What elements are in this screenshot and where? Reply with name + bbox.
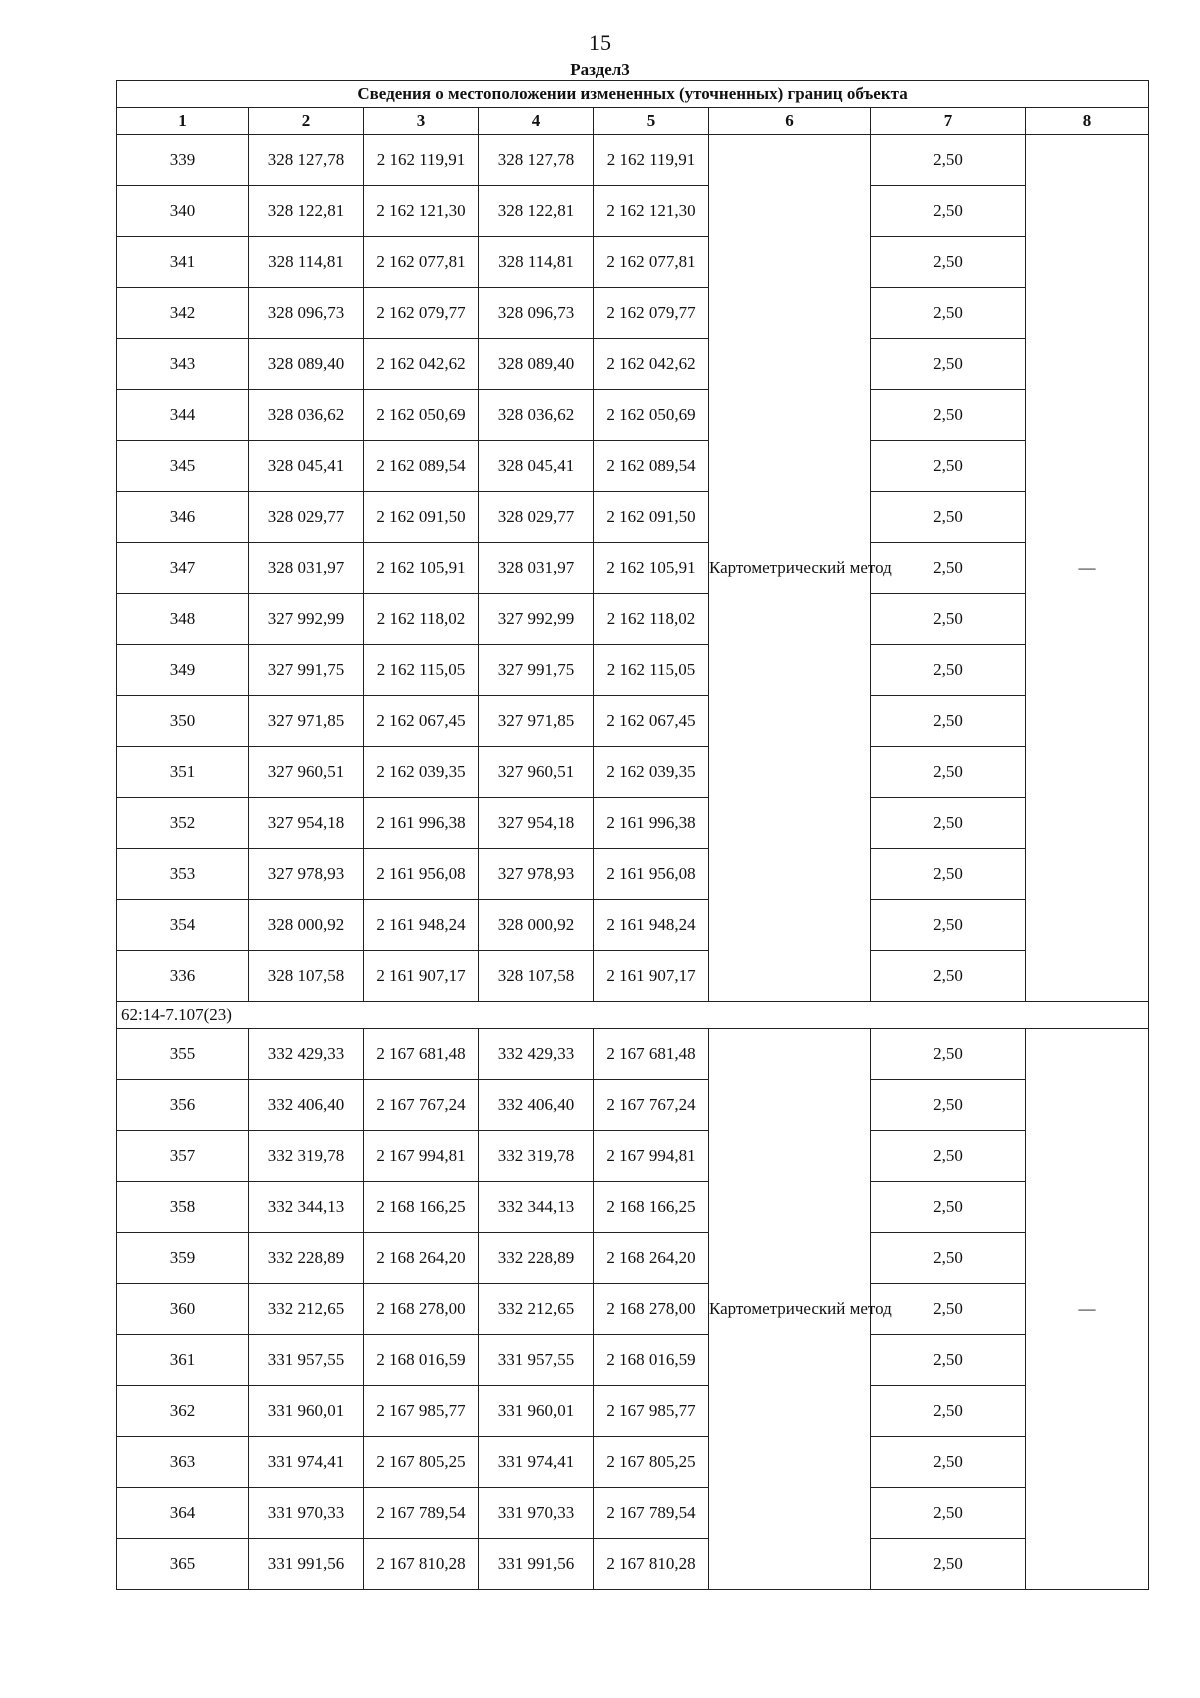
- point-number: 365: [117, 1539, 249, 1590]
- y-existing: 2 161 907,17: [364, 951, 479, 1002]
- y-new: 2 168 278,00: [594, 1284, 709, 1335]
- x-existing: 332 429,33: [249, 1029, 364, 1080]
- y-new: 2 168 264,20: [594, 1233, 709, 1284]
- x-existing: 328 127,78: [249, 135, 364, 186]
- y-existing: 2 167 810,28: [364, 1539, 479, 1590]
- column-header-7: 7: [871, 108, 1026, 135]
- group-header-row: [117, 1002, 1149, 1029]
- x-new: 328 029,77: [479, 492, 594, 543]
- y-existing: 2 167 767,24: [364, 1080, 479, 1131]
- x-new: 331 974,41: [479, 1437, 594, 1488]
- y-new: 2 168 166,25: [594, 1182, 709, 1233]
- note-cell: —: [1026, 135, 1149, 1002]
- x-existing: 332 344,13: [249, 1182, 364, 1233]
- table-row: [117, 441, 1149, 492]
- x-new: 328 107,58: [479, 951, 594, 1002]
- table-row: [117, 1080, 1149, 1131]
- x-new: 327 992,99: [479, 594, 594, 645]
- page-number: 15: [589, 30, 611, 55]
- precision-value: 2,50: [871, 288, 1026, 339]
- y-new: 2 167 681,48: [594, 1029, 709, 1080]
- precision-value: 2,50: [871, 1284, 1026, 1335]
- point-number: 336: [117, 951, 249, 1002]
- precision-value: 2,50: [871, 1488, 1026, 1539]
- y-existing: 2 161 956,08: [364, 849, 479, 900]
- y-new: 2 162 119,91: [594, 135, 709, 186]
- point-number: 354: [117, 900, 249, 951]
- table-row: [117, 1437, 1149, 1488]
- column-header-8: 8: [1026, 108, 1149, 135]
- point-number: 344: [117, 390, 249, 441]
- point-number: 358: [117, 1182, 249, 1233]
- table-row: [117, 135, 1149, 186]
- x-new: 328 089,40: [479, 339, 594, 390]
- precision-value: 2,50: [871, 441, 1026, 492]
- y-new: 2 162 105,91: [594, 543, 709, 594]
- x-new: 331 970,33: [479, 1488, 594, 1539]
- y-new: 2 167 994,81: [594, 1131, 709, 1182]
- y-new: 2 162 067,45: [594, 696, 709, 747]
- x-existing: 332 212,65: [249, 1284, 364, 1335]
- precision-value: 2,50: [871, 951, 1026, 1002]
- y-existing: 2 162 091,50: [364, 492, 479, 543]
- point-number: 363: [117, 1437, 249, 1488]
- x-new: 332 429,33: [479, 1029, 594, 1080]
- y-new: 2 167 789,54: [594, 1488, 709, 1539]
- table-row: [117, 1335, 1149, 1386]
- y-new: 2 161 956,08: [594, 849, 709, 900]
- x-new: 327 954,18: [479, 798, 594, 849]
- y-new: 2 162 091,50: [594, 492, 709, 543]
- y-new: 2 162 039,35: [594, 747, 709, 798]
- y-new: 2 162 089,54: [594, 441, 709, 492]
- precision-value: 2,50: [871, 747, 1026, 798]
- x-existing: 328 029,77: [249, 492, 364, 543]
- x-existing: 331 957,55: [249, 1335, 364, 1386]
- x-new: 332 406,40: [479, 1080, 594, 1131]
- table-row: [117, 390, 1149, 441]
- point-number: 364: [117, 1488, 249, 1539]
- x-new: 328 000,92: [479, 900, 594, 951]
- point-number: 353: [117, 849, 249, 900]
- y-existing: 2 167 789,54: [364, 1488, 479, 1539]
- precision-value: 2,50: [871, 1539, 1026, 1590]
- y-existing: 2 162 089,54: [364, 441, 479, 492]
- table-row: [117, 1386, 1149, 1437]
- section-label: Раздел3: [570, 60, 630, 79]
- point-number: 347: [117, 543, 249, 594]
- point-number: 349: [117, 645, 249, 696]
- table-row: [117, 1539, 1149, 1590]
- y-existing: 2 167 681,48: [364, 1029, 479, 1080]
- x-existing: 331 991,56: [249, 1539, 364, 1590]
- y-existing: 2 161 996,38: [364, 798, 479, 849]
- y-existing: 2 162 067,45: [364, 696, 479, 747]
- table-row: [117, 900, 1149, 951]
- table-row: [117, 798, 1149, 849]
- precision-value: 2,50: [871, 900, 1026, 951]
- x-new: 327 991,75: [479, 645, 594, 696]
- x-new: 328 127,78: [479, 135, 594, 186]
- x-new: 328 114,81: [479, 237, 594, 288]
- precision-value: 2,50: [871, 492, 1026, 543]
- boundary-coordinates-table: [116, 80, 1149, 1590]
- x-new: 331 957,55: [479, 1335, 594, 1386]
- x-existing: 328 036,62: [249, 390, 364, 441]
- point-number: 352: [117, 798, 249, 849]
- precision-value: 2,50: [871, 594, 1026, 645]
- table-row: [117, 849, 1149, 900]
- precision-value: 2,50: [871, 186, 1026, 237]
- precision-value: 2,50: [871, 645, 1026, 696]
- table-row: [117, 951, 1149, 1002]
- table-row: [117, 1131, 1149, 1182]
- precision-value: 2,50: [871, 1386, 1026, 1437]
- y-new: 2 162 079,77: [594, 288, 709, 339]
- y-existing: 2 168 016,59: [364, 1335, 479, 1386]
- table-row: [117, 747, 1149, 798]
- precision-value: 2,50: [871, 1437, 1026, 1488]
- y-new: 2 162 121,30: [594, 186, 709, 237]
- point-number: 351: [117, 747, 249, 798]
- point-number: 361: [117, 1335, 249, 1386]
- precision-value: 2,50: [871, 1233, 1026, 1284]
- point-number: 345: [117, 441, 249, 492]
- x-new: 327 971,85: [479, 696, 594, 747]
- column-header-5: 5: [594, 108, 709, 135]
- point-number: 356: [117, 1080, 249, 1131]
- x-existing: 328 107,58: [249, 951, 364, 1002]
- y-new: 2 167 985,77: [594, 1386, 709, 1437]
- x-new: 328 036,62: [479, 390, 594, 441]
- point-number: 342: [117, 288, 249, 339]
- point-number: 339: [117, 135, 249, 186]
- point-number: 343: [117, 339, 249, 390]
- table-row: [117, 1182, 1149, 1233]
- precision-value: 2,50: [871, 849, 1026, 900]
- x-new: 332 212,65: [479, 1284, 594, 1335]
- precision-value: 2,50: [871, 339, 1026, 390]
- x-existing: 331 960,01: [249, 1386, 364, 1437]
- y-existing: 2 168 166,25: [364, 1182, 479, 1233]
- y-new: 2 162 077,81: [594, 237, 709, 288]
- x-new: 331 960,01: [479, 1386, 594, 1437]
- precision-value: 2,50: [871, 798, 1026, 849]
- y-existing: 2 162 119,91: [364, 135, 479, 186]
- method-cell: Картометрический метод: [709, 135, 871, 1002]
- x-existing: 327 991,75: [249, 645, 364, 696]
- precision-value: 2,50: [871, 390, 1026, 441]
- y-new: 2 167 767,24: [594, 1080, 709, 1131]
- x-new: 328 031,97: [479, 543, 594, 594]
- table-row: [117, 1029, 1149, 1080]
- y-existing: 2 162 077,81: [364, 237, 479, 288]
- y-existing: 2 162 050,69: [364, 390, 479, 441]
- point-number: 355: [117, 1029, 249, 1080]
- table-row: [117, 1233, 1149, 1284]
- y-existing: 2 168 278,00: [364, 1284, 479, 1335]
- x-existing: 328 045,41: [249, 441, 364, 492]
- point-number: 360: [117, 1284, 249, 1335]
- point-number: 362: [117, 1386, 249, 1437]
- table-row: [117, 288, 1149, 339]
- point-number: 346: [117, 492, 249, 543]
- table-row: [117, 696, 1149, 747]
- x-existing: 328 096,73: [249, 288, 364, 339]
- y-new: 2 167 805,25: [594, 1437, 709, 1488]
- table-row: [117, 492, 1149, 543]
- table-row: [117, 594, 1149, 645]
- point-number: 348: [117, 594, 249, 645]
- point-number: 359: [117, 1233, 249, 1284]
- method-cell: Картометрический метод: [709, 1029, 871, 1590]
- y-existing: 2 162 105,91: [364, 543, 479, 594]
- column-header-4: 4: [479, 108, 594, 135]
- table-row: [117, 237, 1149, 288]
- y-existing: 2 162 079,77: [364, 288, 479, 339]
- precision-value: 2,50: [871, 1131, 1026, 1182]
- x-new: 328 122,81: [479, 186, 594, 237]
- y-existing: 2 161 948,24: [364, 900, 479, 951]
- x-existing: 327 992,99: [249, 594, 364, 645]
- x-existing: 328 122,81: [249, 186, 364, 237]
- y-existing: 2 167 985,77: [364, 1386, 479, 1437]
- x-existing: 332 319,78: [249, 1131, 364, 1182]
- column-header-6: 6: [709, 108, 871, 135]
- x-existing: 328 031,97: [249, 543, 364, 594]
- point-number: 340: [117, 186, 249, 237]
- x-existing: 332 228,89: [249, 1233, 364, 1284]
- x-new: 328 096,73: [479, 288, 594, 339]
- precision-value: 2,50: [871, 543, 1026, 594]
- column-header-3: 3: [364, 108, 479, 135]
- precision-value: 2,50: [871, 1182, 1026, 1233]
- x-new: 331 991,56: [479, 1539, 594, 1590]
- y-existing: 2 162 118,02: [364, 594, 479, 645]
- y-new: 2 162 050,69: [594, 390, 709, 441]
- x-existing: 328 089,40: [249, 339, 364, 390]
- y-existing: 2 162 115,05: [364, 645, 479, 696]
- y-new: 2 162 042,62: [594, 339, 709, 390]
- y-new: 2 162 115,05: [594, 645, 709, 696]
- x-existing: 332 406,40: [249, 1080, 364, 1131]
- x-existing: 327 971,85: [249, 696, 364, 747]
- x-new: 327 960,51: [479, 747, 594, 798]
- column-header-2: 2: [249, 108, 364, 135]
- y-new: 2 162 118,02: [594, 594, 709, 645]
- point-number: 341: [117, 237, 249, 288]
- y-existing: 2 167 994,81: [364, 1131, 479, 1182]
- x-new: 332 319,78: [479, 1131, 594, 1182]
- note-cell: —: [1026, 1029, 1149, 1590]
- y-new: 2 161 996,38: [594, 798, 709, 849]
- x-new: 332 228,89: [479, 1233, 594, 1284]
- table-row: [117, 339, 1149, 390]
- y-existing: 2 162 121,30: [364, 186, 479, 237]
- precision-value: 2,50: [871, 1029, 1026, 1080]
- x-new: 327 978,93: [479, 849, 594, 900]
- x-existing: 328 000,92: [249, 900, 364, 951]
- y-new: 2 161 907,17: [594, 951, 709, 1002]
- table-row: [117, 186, 1149, 237]
- table-row: [117, 645, 1149, 696]
- y-existing: 2 162 039,35: [364, 747, 479, 798]
- table-row: [117, 1284, 1149, 1335]
- x-new: 328 045,41: [479, 441, 594, 492]
- y-new: 2 161 948,24: [594, 900, 709, 951]
- x-existing: 327 960,51: [249, 747, 364, 798]
- column-header-1: 1: [117, 108, 249, 135]
- table-title: Сведения о местоположении измененных (уточненных) границ объекта: [117, 81, 1149, 108]
- x-existing: 327 954,18: [249, 798, 364, 849]
- precision-value: 2,50: [871, 135, 1026, 186]
- point-number: 357: [117, 1131, 249, 1182]
- precision-value: 2,50: [871, 237, 1026, 288]
- table-row: [117, 543, 1149, 594]
- x-existing: 328 114,81: [249, 237, 364, 288]
- precision-value: 2,50: [871, 1335, 1026, 1386]
- x-existing: 327 978,93: [249, 849, 364, 900]
- y-new: 2 167 810,28: [594, 1539, 709, 1590]
- cadastral-number: 62:14-7.107(23): [117, 1002, 1149, 1029]
- table-row: [117, 1488, 1149, 1539]
- y-new: 2 168 016,59: [594, 1335, 709, 1386]
- precision-value: 2,50: [871, 1080, 1026, 1131]
- y-existing: 2 168 264,20: [364, 1233, 479, 1284]
- x-existing: 331 970,33: [249, 1488, 364, 1539]
- x-new: 332 344,13: [479, 1182, 594, 1233]
- x-existing: 331 974,41: [249, 1437, 364, 1488]
- precision-value: 2,50: [871, 696, 1026, 747]
- point-number: 350: [117, 696, 249, 747]
- y-existing: 2 162 042,62: [364, 339, 479, 390]
- y-existing: 2 167 805,25: [364, 1437, 479, 1488]
